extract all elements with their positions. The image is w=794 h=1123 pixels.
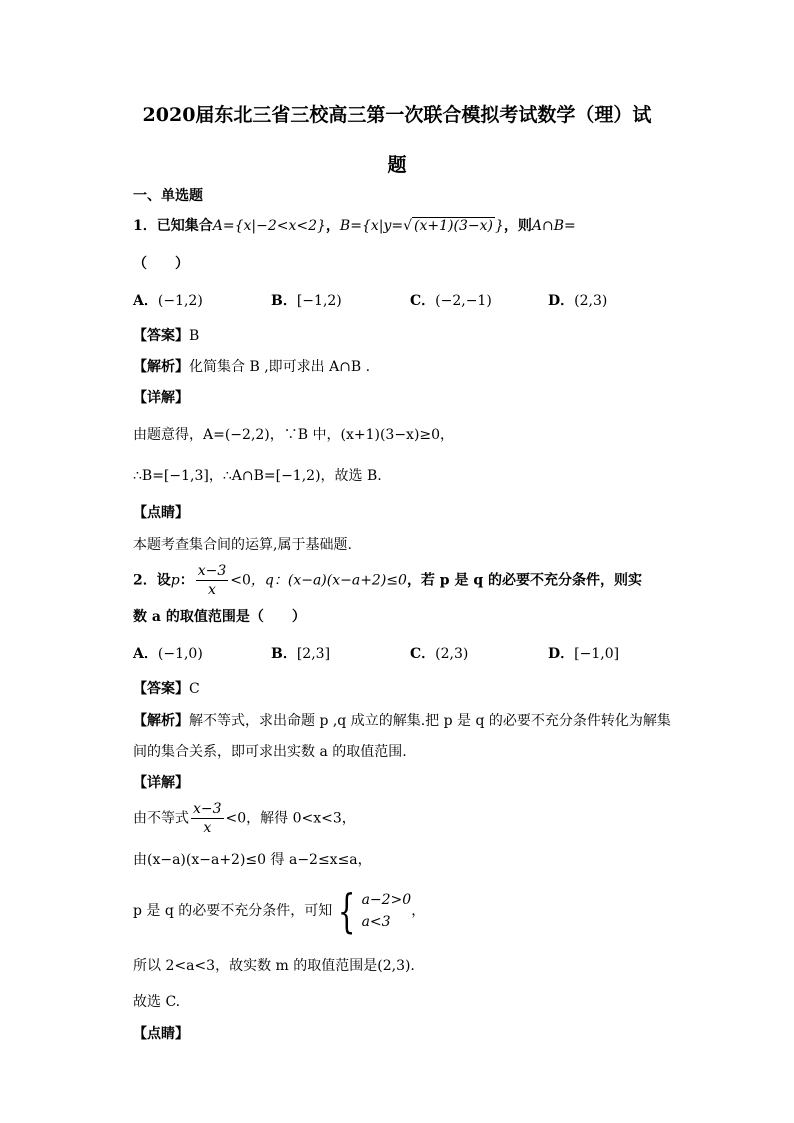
q1-detail-2: ∴B=[−1,3]，∴A∩B=[−1,2)，故选 B.	[133, 468, 382, 484]
detail-text: p 是 q 的必要不充分条件，可知	[133, 903, 333, 919]
q1-set-b-pre: B={x|y=	[339, 218, 404, 234]
q2-analysis-2: 间的集合关系，即可求出实数 a 的取值范围.	[133, 744, 407, 760]
q1-detail-1: 由题意得，A=(−2,2)，∵B 中，(x+1)(3−x)≥0，	[133, 427, 455, 443]
q1-then: ，则	[503, 218, 532, 234]
option-label: D．	[548, 293, 575, 309]
q1-paren: （ ）	[133, 256, 189, 272]
answer-value: C	[189, 681, 200, 697]
detail-text: ，	[411, 903, 426, 919]
option-value: (2,3)	[435, 646, 469, 662]
q1-number: 1．已知集合	[133, 218, 213, 234]
q2-colon: ：	[179, 572, 194, 589]
q1-comment: 本题考查集合间的运算,属于基础题.	[133, 537, 352, 553]
detail-text: 由不等式	[133, 810, 189, 827]
q2-stem	[133, 562, 642, 599]
q2-condition: ，若 p 是 q 的必要不充分条件，则实	[406, 572, 643, 589]
q2-comment-tag: 【点睛】	[133, 1026, 189, 1042]
option-label: B．	[271, 293, 297, 309]
q2-condition-2: 数 a 的取值范围是（ ）	[133, 609, 306, 625]
option-value: (−1,2)	[157, 293, 203, 309]
answer-tag: 【答案】	[133, 681, 189, 697]
option-label: C．	[410, 646, 436, 662]
analysis-tag: 【解析】	[133, 359, 189, 375]
option-label: D．	[548, 646, 575, 662]
analysis-text: 化简集合 B ,即可求出 A∩B .	[189, 359, 371, 375]
fraction-denominator: x	[208, 582, 216, 598]
q2-option-b	[271, 643, 330, 663]
q2-option-c	[410, 643, 468, 663]
q1-option-b	[271, 290, 342, 310]
q1-sep: ，	[325, 218, 340, 234]
doc-title-line1: 2020届东北三省三校高三第一次联合模拟考试数学（理）试	[142, 104, 652, 126]
option-value: [−1,2)	[296, 293, 342, 309]
q2-answer	[133, 679, 200, 699]
q2-detail-tag: 【详解】	[133, 775, 189, 791]
q2-detail-5: 故选 C.	[133, 994, 181, 1010]
option-value: (−1,0)	[157, 646, 203, 662]
detail-text: <0，解得 0<x<3，	[225, 810, 356, 827]
answer-tag: 【答案】	[133, 328, 189, 344]
option-label: B．	[271, 646, 297, 662]
doc-title-line2: 题	[387, 154, 407, 176]
q2-detail-3	[133, 886, 425, 936]
q1-analysis	[133, 357, 370, 377]
q2-detail-4: 所以 2<a<3，故实数 m 的取值范围是(2,3).	[133, 958, 415, 974]
option-value: [2,3]	[296, 646, 331, 662]
q2-detail-fraction	[191, 800, 224, 837]
q2-number: 2．设	[133, 572, 171, 589]
option-value: (2,3)	[574, 293, 608, 309]
answer-value: B	[189, 328, 200, 344]
q1-detail-tag: 【详解】	[133, 390, 189, 406]
option-value: (−2,−1)	[435, 293, 492, 309]
q2-fraction	[196, 562, 229, 599]
analysis-tag: 【解析】	[133, 713, 189, 729]
q1-ask: A∩B=	[531, 218, 576, 234]
q2-lt0: <0	[230, 572, 251, 589]
q2-option-d	[548, 643, 619, 663]
q1-option-c	[410, 290, 492, 310]
fraction-numerator: x−3	[197, 563, 227, 579]
q1-set-a: A={x|−2<x<2}	[212, 218, 326, 234]
left-brace: {	[338, 884, 356, 938]
option-value: [−1,0]	[574, 646, 620, 662]
q1-set-b-post: }	[494, 218, 504, 234]
inequality-system	[362, 889, 412, 933]
option-label: A．	[133, 646, 158, 662]
q1-option-a	[133, 290, 203, 310]
q2-option-a	[133, 643, 203, 663]
q2-q-part: ，q：(x−a)(x−a+2)≤0	[250, 572, 407, 589]
q1-set-b-radicand: (x+1)(3−x)	[414, 218, 493, 234]
section-heading: 一、单选题	[133, 188, 203, 204]
q2-detail-2: 由(x−a)(x−a+2)≤0 得 a−2≤x≤a，	[133, 852, 372, 868]
option-label: C．	[410, 293, 436, 309]
q2-p: p	[170, 572, 180, 589]
q1-option-d	[548, 290, 607, 310]
analysis-text: 解不等式，求出命题 p ,q 成立的解集.把 p 是 q 的必要不充分条件转化为解集	[189, 713, 671, 729]
q1-comment-tag: 【点睛】	[133, 505, 189, 521]
q1-stem: 1．已知集合A={x|−2<x<2}，B={x|y=√ (x+1)(3−x) }，则A∩B=	[133, 218, 576, 234]
system-line-1: a−2>0	[361, 892, 412, 908]
q1-answer	[133, 326, 199, 346]
fraction-numerator: x−3	[193, 801, 222, 817]
q2-analysis-1	[133, 711, 671, 731]
system-line-2: a<3	[361, 914, 391, 930]
fraction-denominator: x	[203, 820, 212, 836]
option-label: A．	[133, 293, 158, 309]
q2-detail-1	[133, 800, 356, 837]
